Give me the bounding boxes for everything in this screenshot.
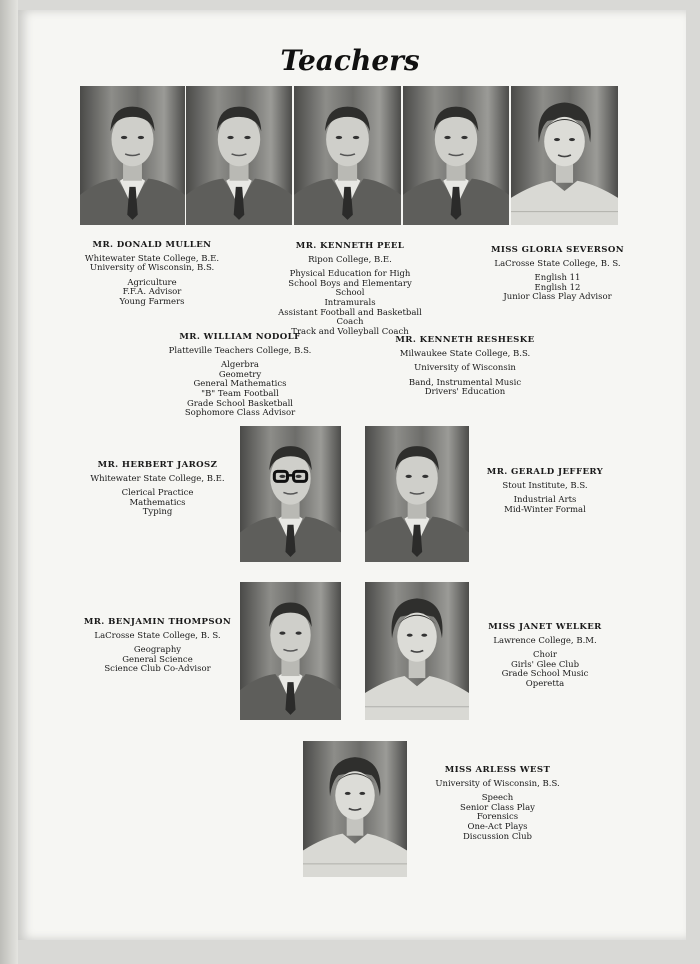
duty-line: Senior Class Play bbox=[460, 802, 535, 813]
duty-line: Sophomore Class Advisor bbox=[184, 408, 296, 419]
education-line: Milwaukee State College, B.S. bbox=[399, 348, 531, 359]
duty-line: Speech bbox=[481, 793, 514, 804]
teacher-block-arless-west bbox=[410, 766, 585, 842]
teacher-block-kenneth-peel bbox=[255, 242, 445, 337]
duty-line: Science Club Co-Advisor bbox=[104, 664, 211, 675]
duty-line: Drivers' Education bbox=[424, 387, 506, 398]
teacher-block-gloria-severson bbox=[470, 246, 645, 303]
duty-line: Physical Education for High bbox=[289, 269, 411, 280]
duty-line: Geography bbox=[133, 645, 182, 656]
teacher-block-gerald-jeffery bbox=[470, 468, 620, 515]
education-line: LaCrosse State College, B. S. bbox=[494, 258, 621, 269]
teacher-name: MR. GERALD JEFFERY bbox=[486, 467, 604, 477]
duty-line: Track and Volleyball Coach bbox=[291, 326, 409, 337]
teacher-block-janet-welker bbox=[470, 623, 620, 690]
duty-line: Agriculture bbox=[127, 277, 177, 288]
duty-line: Forensics bbox=[476, 812, 519, 823]
duty-line: General Mathematics bbox=[193, 379, 287, 390]
duty-line: Discussion Club bbox=[462, 831, 532, 842]
portrait-gloria-severson bbox=[511, 86, 618, 225]
duty-line: School bbox=[335, 288, 365, 299]
duty-line: Young Farmers bbox=[119, 296, 185, 307]
duty-line: Grade School Music bbox=[501, 669, 589, 680]
portrait-kenneth-resheske bbox=[403, 86, 509, 225]
duty-line: Algerbra bbox=[221, 360, 259, 371]
teacher-name: MR. KENNETH PEEL bbox=[295, 241, 405, 251]
page-binding-edge bbox=[0, 0, 18, 964]
education-line: University of Wisconsin, B.S. bbox=[89, 263, 215, 274]
portrait-william-nodolf bbox=[186, 86, 292, 225]
education-line: Platteville Teachers College, B.S. bbox=[168, 345, 312, 356]
portrait-gerald-jeffery bbox=[365, 426, 469, 562]
duty-line: Junior Class Play Advisor bbox=[503, 292, 612, 303]
duty-line: Industrial Arts bbox=[513, 495, 577, 506]
teacher-name: MISS JANET WELKER bbox=[488, 622, 602, 632]
duty-line: Operetta bbox=[525, 678, 565, 689]
portrait-janet-welker bbox=[365, 582, 469, 720]
duty-line: Choir bbox=[533, 650, 557, 661]
portrait-benjamin-thompson bbox=[240, 582, 341, 720]
teacher-block-herbert-jarosz bbox=[70, 461, 245, 518]
portrait-kenneth-peel bbox=[294, 86, 401, 225]
duty-line: Mid-Winter Formal bbox=[504, 504, 586, 515]
teacher-block-william-nodolf bbox=[150, 333, 330, 419]
education-line: Whitewater State College, B.E. bbox=[84, 253, 220, 264]
portrait-arless-west bbox=[303, 741, 407, 877]
teacher-block-kenneth-resheske bbox=[375, 336, 555, 398]
duty-line: English 11 bbox=[534, 273, 581, 284]
teacher-name: MR. BENJAMIN THOMPSON bbox=[83, 617, 232, 627]
duty-line: Mathematics bbox=[129, 497, 186, 508]
duty-line: "B" Team Football bbox=[201, 388, 279, 399]
duty-line: F.F.A. Advisor bbox=[122, 287, 182, 298]
teacher-name: MR. KENNETH RESHESKE bbox=[395, 335, 535, 345]
education-line: University of Wisconsin, B.S. bbox=[435, 778, 560, 789]
duty-line: Clerical Practice bbox=[121, 488, 194, 499]
education-line: Whitewater State College, B.E. bbox=[90, 473, 225, 484]
duty-line: Band, Instrumental Music bbox=[408, 377, 522, 388]
duty-line: Girls' Glee Club bbox=[510, 659, 580, 670]
portrait-herbert-jarosz bbox=[240, 426, 341, 562]
education-line: University of Wisconsin bbox=[414, 363, 516, 374]
duty-line: Assistant Football and Basketball bbox=[278, 307, 422, 318]
page-title: Teachers bbox=[280, 44, 420, 77]
teacher-name: MISS ARLESS WEST bbox=[444, 765, 551, 775]
teacher-name: MR. HERBERT JAROSZ bbox=[97, 460, 218, 470]
duty-line: One-Act Plays bbox=[467, 821, 528, 832]
education-line: LaCrosse State College, B. S. bbox=[94, 630, 221, 641]
duty-line: School Boys and Elementary bbox=[288, 278, 412, 289]
teacher-block-benjamin-thompson bbox=[65, 618, 250, 675]
teacher-name: MR. WILLIAM NODOLF bbox=[179, 332, 301, 342]
duty-line: Coach bbox=[336, 317, 364, 328]
eyeglasses-icon bbox=[240, 426, 341, 562]
duty-line: Typing bbox=[142, 507, 173, 518]
duty-line: General Science bbox=[122, 654, 193, 665]
teacher-name: MISS GLORIA SEVERSON bbox=[490, 245, 625, 255]
duty-line: Geometry bbox=[218, 369, 262, 380]
teacher-name: MR. DONALD MULLEN bbox=[92, 240, 212, 250]
duty-line: Grade School Basketball bbox=[186, 398, 294, 409]
duty-line: Intramurals bbox=[324, 297, 376, 308]
education-line: Stout Institute, B.S. bbox=[502, 480, 588, 491]
education-line: Lawrence College, B.M. bbox=[493, 635, 597, 646]
teacher-block-donald-mullen bbox=[62, 241, 242, 308]
duty-line: English 12 bbox=[534, 282, 581, 293]
portrait-donald-mullen bbox=[80, 86, 185, 225]
education-line: Ripon College, B.E. bbox=[308, 254, 392, 265]
